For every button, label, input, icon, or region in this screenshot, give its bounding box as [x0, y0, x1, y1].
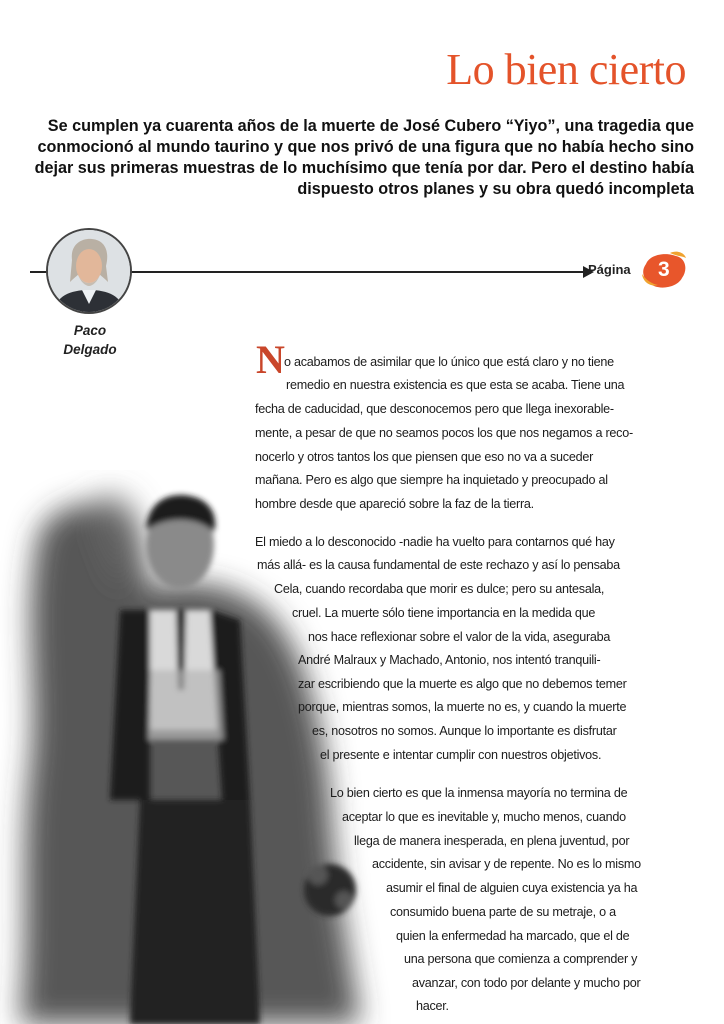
- article-deck: Se cumplen ya cuarenta años de la muerte de José Cubero “Yiyo”, una tragedia que conmocionó al mundo taurino y que nos privó de una figura que no había hecho sino dejar sus primeras muestras de lo muchísimo que tenía por dar. Pero el destino había dispuesto otros planes y su obra quedó incompleta: [34, 117, 694, 198]
- author-last-name: Delgado: [63, 342, 117, 357]
- body-line: quien la enfermedad ha marcado, que el de: [396, 929, 630, 943]
- body-line: André Malraux y Machado, Antonio, nos intentó tranquili-: [298, 653, 601, 667]
- body-line: remedio en nuestra existencia es que esta se acaba. Tiene una: [286, 378, 625, 392]
- body-line: consumido buena parte de su metraje, o a: [390, 905, 616, 919]
- body-line: más allá- es la causa fundamental de este rechazo y así lo pensaba: [257, 558, 620, 572]
- body-line: avanzar, con todo por delante y mucho por: [412, 976, 641, 990]
- body-line: nocerlo y otros tantos los que piensen que eso no va a suceder: [255, 450, 594, 464]
- body-line: Cela, cuando recordaba que morir es dulce; pero su antesala,: [274, 582, 605, 596]
- body-line: el presente e intentar cumplir con nuestros objetivos.: [320, 748, 602, 762]
- body-line: nos hace reflexionar sobre el valor de la vida, aseguraba: [308, 630, 611, 644]
- body-line: fecha de caducidad, que desconocemos pero que llega inexorable-: [255, 402, 614, 416]
- body-line: mañana. Pero es algo que siempre ha inquietado y preocupado al: [255, 473, 608, 487]
- body-line: cruel. La muerte sólo tiene importancia en la medida que: [292, 606, 596, 620]
- author-first-name: Paco: [73, 323, 107, 338]
- body-line: mente, a pesar de que no seamos pocos los que nos negamos a reco-: [255, 426, 633, 440]
- body-line: accidente, sin avisar y de repente. No es lo mismo: [372, 857, 641, 871]
- body-line: es, nosotros no somos. Aunque lo importante es disfrutar: [312, 724, 617, 738]
- article-title: Lo bien cierto: [446, 45, 686, 94]
- body-line: o acabamos de asimilar que lo único que está claro y no tiene: [284, 355, 614, 369]
- body-line: llega de manera inesperada, en plena juventud, por: [354, 834, 630, 848]
- body-line: hombre desde que apareció sobre la faz de la tierra.: [255, 497, 534, 511]
- body-line: porque, mientras somos, la muerte no es, y cuando la muerte: [298, 700, 627, 714]
- body-line: hacer.: [416, 999, 449, 1013]
- author-name: [60, 321, 120, 359]
- author-avatar: [46, 228, 132, 314]
- body-line: asumir el final de alguien cuya existencia ya ha: [386, 881, 638, 895]
- body-line: Lo bien cierto es que la inmensa mayoría no termina de: [330, 786, 628, 800]
- body-line: aceptar lo que es inevitable y, mucho menos, cuando: [342, 810, 626, 824]
- drop-cap: N: [256, 337, 285, 382]
- body-line: una persona que comienza a comprender y: [404, 952, 638, 966]
- bullfighter-photo: [0, 470, 440, 1024]
- body-line: zar escribiendo que la muerte es algo que no debemos temer: [298, 677, 627, 691]
- body-line: El miedo a lo desconocido -nadie ha vuelto para contarnos qué hay: [255, 535, 615, 549]
- page-label: Página: [588, 262, 631, 277]
- page-number: 3: [658, 258, 670, 281]
